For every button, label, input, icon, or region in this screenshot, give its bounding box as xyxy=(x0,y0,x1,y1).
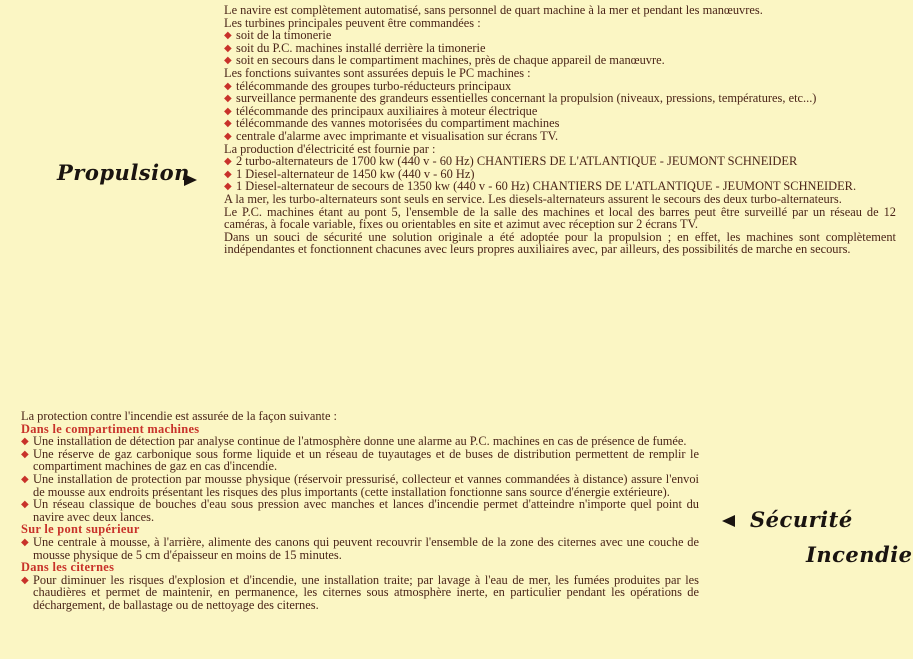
bullet-text: télécommande des vannes motorisées du compartiment machines xyxy=(236,116,560,131)
bullet-text: 2 turbo-alternateurs de 1700 kw (440 v - 60 Hz) CHANTIERS DE L'ATLANTIQUE - JEUMONT SCHNEIDER xyxy=(236,154,798,169)
diamond-bullet-icon: ◆ xyxy=(224,156,232,168)
paragraph: A la mer, les turbo-alternateurs sont seuls en service. Les diesels-alternateurs assurent le secours des deux turbo-alternateurs. xyxy=(224,191,842,206)
bullet-item xyxy=(21,536,699,561)
paragraph: Les turbines principales peuvent être commandées : xyxy=(224,15,481,30)
paragraph: Le P.C. machines étant au pont 5, l'ensemble de la salle des machines et local des barres peut être surveillé par un réseau de 12 caméras, à focale variable, fixes ou orientables en site et azimut avec réception sur 2 écrans TV. xyxy=(224,204,896,232)
diamond-bullet-icon: ◆ xyxy=(224,80,232,92)
diamond-bullet-icon: ◆ xyxy=(21,448,29,460)
bullet-text: 1 Diesel-alternateur de secours de 1350 kw (440 v - 60 Hz) CHANTIERS DE L'ATLANTIQUE - JEUMONT SCHNEIDER. xyxy=(236,179,857,194)
subheading: Dans les citernes xyxy=(21,560,115,575)
securite-heading-line2: Incendie xyxy=(806,542,913,567)
diamond-bullet-icon: ◆ xyxy=(21,574,29,586)
propulsion-text xyxy=(224,4,896,256)
paragraph: La protection contre l'incendie est assurée de la façon suivante : xyxy=(21,409,337,423)
bullet-text: Un réseau classique de bouches d'eau sous pression avec manches et lances d'incendie permet d'atteindre n'importe quel point du navire avec deux lances. xyxy=(33,497,699,524)
bullet-text: soit en secours dans le compartiment machines, près de chaque appareil de manœuvre. xyxy=(236,53,665,68)
diamond-bullet-icon: ◆ xyxy=(21,473,29,485)
bullet-text: soit du P.C. machines installé derrière la timonerie xyxy=(236,40,486,55)
diamond-bullet-icon: ◆ xyxy=(224,118,232,130)
diamond-bullet-icon: ◆ xyxy=(224,93,232,105)
arrow-left-icon xyxy=(722,515,735,527)
bullet-text: Une installation de protection par mousse physique (réservoir pressurisé, collecteur et vannes commandées à distance) assure l'envoi de mousse aux endroits présentant les risques des plus importants (cette installation fonctionne sans source d'énergie extérieure). xyxy=(33,471,699,499)
diamond-bullet-icon: ◆ xyxy=(224,42,232,54)
diamond-bullet-icon: ◆ xyxy=(224,168,232,180)
diamond-bullet-icon: ◆ xyxy=(224,130,232,142)
diamond-bullet-icon: ◆ xyxy=(224,30,232,42)
diamond-bullet-icon: ◆ xyxy=(224,105,232,117)
bullet-text: Une installation de détection par analyse continue de l'atmosphère donne une alarme au P.C. machines en cas de présence de fumée. xyxy=(33,434,687,449)
bullet-text: télécommande des groupes turbo-réducteurs principaux xyxy=(236,78,512,93)
securite-heading-line1: Sécurité xyxy=(750,507,853,532)
bullet-text: soit de la timonerie xyxy=(236,28,332,43)
paragraph: Le navire est complètement automatisé, sans personnel de quart machine à la mer et pendant les manœuvres. xyxy=(224,3,763,17)
bullet-text: Une réserve de gaz carbonique sous forme liquide et un réseau de tuyautages et de buses de distribution permettent de remplir le compartiment machines de gaz en cas d'incendie. xyxy=(33,446,699,474)
diamond-bullet-icon: ◆ xyxy=(21,536,29,548)
subheading: Dans le compartiment machines xyxy=(21,421,200,436)
bullet-item xyxy=(224,180,896,193)
bullet-text: télécommande des principaux auxiliaires à moteur électrique xyxy=(236,103,538,118)
diamond-bullet-icon: ◆ xyxy=(21,436,29,448)
paragraph: Les fonctions suivantes sont assurées depuis le PC machines : xyxy=(224,65,531,80)
subheading: Sur le pont supérieur xyxy=(21,522,140,537)
propulsion-heading: Propulsion xyxy=(57,160,190,185)
bullet-item xyxy=(224,130,896,143)
paragraph: La production d'électricité est fournie par : xyxy=(224,141,436,156)
bullet-text: Une centrale à mousse, à l'arrière, alimente des canons qui peuvent recouvrir l'ensemble de la zone des citernes avec une couche de mousse physique de 5 cm d'épaisseur en moins de 15 minutes. xyxy=(33,534,699,562)
bullet-item xyxy=(21,473,699,498)
bullet-text: 1 Diesel-alternateur de 1450 kw (440 v - 60 Hz) xyxy=(236,166,475,181)
bullet-text: centrale d'alarme avec imprimante et visualisation sur écrans TV. xyxy=(236,128,559,143)
bullet-item xyxy=(21,574,699,612)
diamond-bullet-icon: ◆ xyxy=(224,55,232,67)
securite-text xyxy=(21,410,699,612)
bullet-text: Pour diminuer les risques d'explosion et d'incendie, une installation traite; par lavage à l'eau de mer, les fumées produites par les chaudières et permet de maintenir, en permanence, les citernes sous atmosphère inerte, en particulier pendant les opérations de déchargement, de ballastage ou de nettoyage des citernes. xyxy=(33,572,699,612)
bullet-item xyxy=(21,448,699,473)
diamond-bullet-icon: ◆ xyxy=(21,499,29,511)
paragraph: Dans un souci de sécurité une solution originale a été adoptée pour la propulsion ; en effet, les machines sont complètement indépendantes et fonctionnent chacunes avec leurs propres auxiliaires avec, par ailleurs, des possibilités de marche en secours. xyxy=(224,229,896,257)
bullet-text: surveillance permanente des grandeurs essentielles concernant la propulsion (niveaux, pressions, températures, etc...) xyxy=(236,91,817,106)
arrow-right-icon xyxy=(184,174,197,186)
bullet-item xyxy=(224,54,896,67)
diamond-bullet-icon: ◆ xyxy=(224,181,232,193)
bullet-item xyxy=(21,498,699,523)
